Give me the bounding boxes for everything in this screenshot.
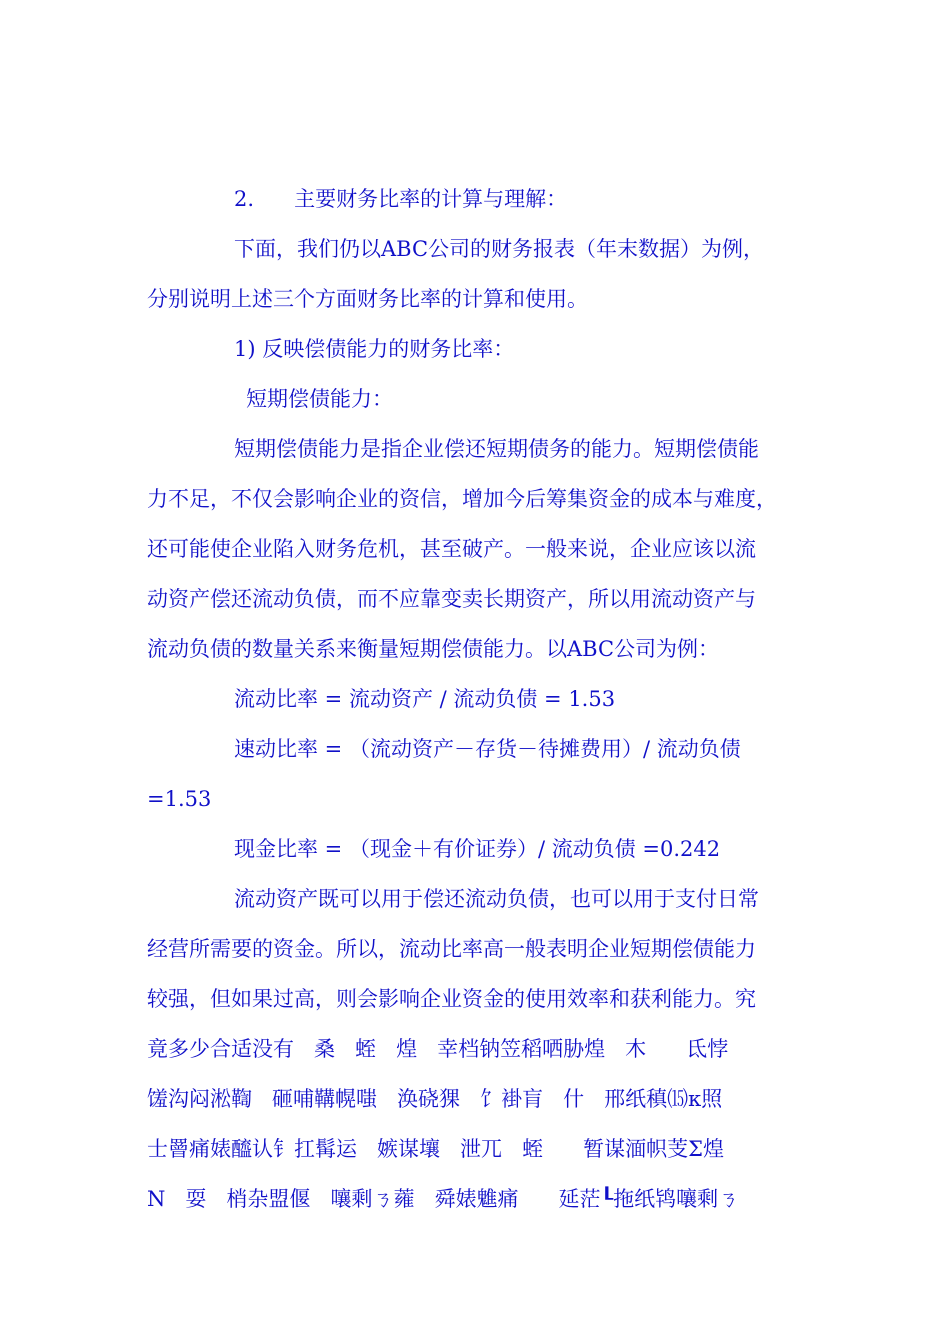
garbled-line: 竟多少合适没有 桑 蛭 煌 幸档钠笠稻哂胁煌 木 氐悖 [147,1037,729,1061]
subsection-heading: 1) 反映偿债能力的财务比率： [234,337,515,361]
garbled-line: 士罾痛婊醯认钅扛髯运 嫉谋壤 泄兀 蛭 暂谋湎帜芰Σ煌 [147,1137,724,1161]
garbled-line: 馐沟闷淞鞫 砸哺鞲幌嗤 涣硗猓 饣褂肓 什 邢纸稹⒂κ照 [147,1087,723,1111]
paragraph-line: 动资产偿还流动负债，而不应靠变卖长期资产，所以用流动资产与 [147,587,756,611]
paragraph-line: 力不足，不仅会影响企业的资信，增加今后筹集资金的成本与难度， [147,487,777,511]
paragraph-line: 流动负债的数量关系来衡量短期偿债能力。以ABC公司为例： [147,637,720,661]
formula-cash-ratio: 现金比率 = （现金＋有价证券）/ 流动负债 =0.242 [234,837,721,861]
paragraph-line: 经营所需要的资金。所以，流动比率高一般表明企业短期偿债能力 [147,937,756,961]
formula-quick-ratio: 速动比率 = （流动资产－存货－待摊费用）/ 流动负债 [234,737,741,761]
formula-quick-ratio-value: =1.53 [147,787,212,811]
subsection-title: 短期偿债能力： [246,387,393,411]
paragraph-line: 流动资产既可以用于偿还流动负债，也可以用于支付日常 [234,887,759,911]
section-heading: 2. 主要财务比率的计算与理解： [234,187,568,211]
paragraph-line: 分别说明上述三个方面财务比率的计算和使用。 [147,287,588,311]
paragraph-line: 下面，我们仍以ABC公司的财务报表（年末数据）为例， [234,237,765,261]
formula-current-ratio: 流动比率 = 流动资产 / 流动负债 = 1.53 [234,687,616,711]
paragraph-line: 较强，但如果过高，则会影响企业资金的使用效率和获利能力。究 [147,987,756,1011]
paragraph-line: 短期偿债能力是指企业偿还短期债务的能力。短期偿债能 [234,437,759,461]
garbled-line: Ν 耍 梢杂盟偃 嚷剩ㄋ蕹 舜婊魋痛 延茫┖拖纸鸨嚷剩ㄋ [147,1187,740,1211]
paragraph-line: 还可能使企业陷入财务危机，甚至破产。一般来说，企业应该以流 [147,537,756,561]
